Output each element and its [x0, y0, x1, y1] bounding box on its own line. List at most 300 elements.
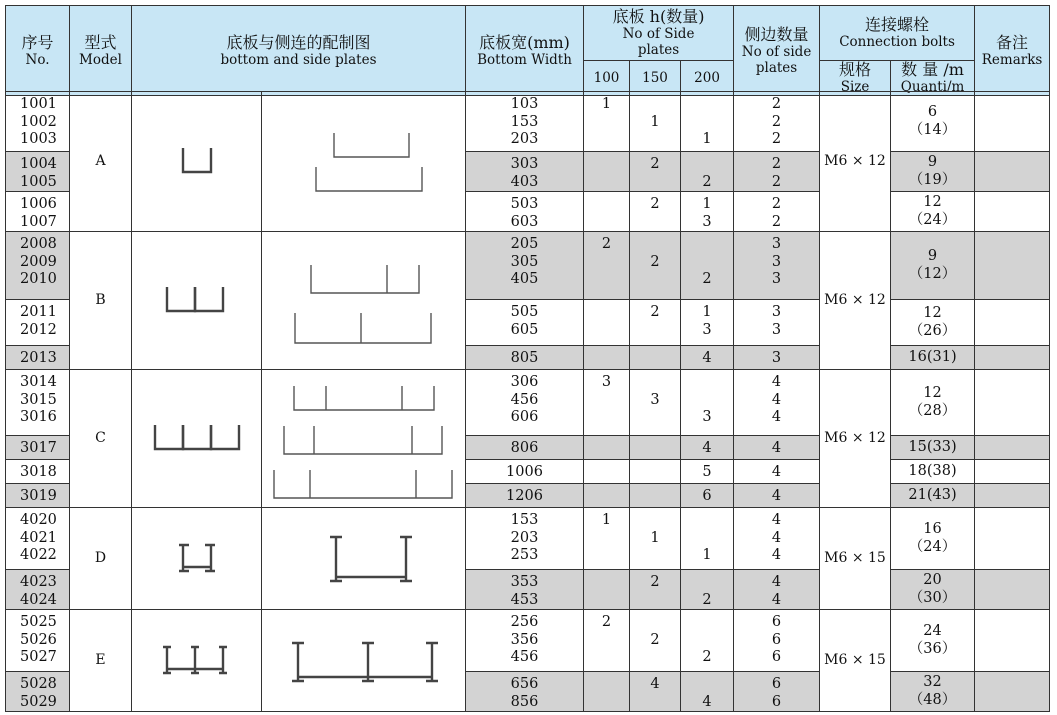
bottom-width: [466, 672, 584, 712]
qty-value: （26）: [908, 322, 957, 339]
cell-line: 5028: [20, 676, 57, 692]
bolt-quantity: [891, 570, 975, 610]
cell-line: 606: [510, 409, 539, 425]
cell-line: 4022: [20, 547, 57, 563]
remarks-cell: [975, 300, 1050, 346]
bottom-width: [466, 570, 584, 610]
h100-cell: [584, 346, 630, 370]
cell-line: 303: [510, 156, 539, 172]
cell-line: 6: [771, 631, 782, 648]
cell-line: 806: [510, 440, 539, 456]
bottom-width: [466, 610, 584, 672]
qty-value: 9: [927, 248, 938, 264]
cell-line: 5026: [20, 631, 57, 648]
h100-cell: [584, 370, 630, 436]
small-diagram: [132, 610, 262, 712]
cell-line: 2: [771, 213, 782, 230]
header-no: 序号 No.: [6, 6, 70, 96]
spacer: [630, 374, 680, 392]
h150-value: 3: [650, 391, 660, 408]
cell-line: 4: [771, 374, 782, 390]
qty-value: 9: [927, 154, 938, 170]
spacer: [681, 530, 733, 548]
h200-value: 3: [702, 213, 712, 230]
qty-value: （28）: [908, 402, 957, 419]
cell-line: 2: [771, 96, 782, 112]
bottom-width: [466, 346, 584, 370]
h150-cell: [630, 672, 681, 712]
h200-value: 1: [702, 547, 712, 563]
bottom-width: [466, 92, 584, 152]
h200-cell: [681, 92, 734, 152]
small-diagram: [132, 92, 262, 232]
cell-line: 3: [771, 304, 782, 320]
model-label: D: [94, 549, 107, 566]
h200-cell: [681, 610, 734, 672]
cell-line: 2013: [20, 350, 57, 366]
h100-cell: [584, 152, 630, 192]
h150-value: 2: [650, 156, 660, 172]
qty-value: 12: [923, 305, 942, 321]
cell-line: 503: [510, 196, 539, 212]
cell-line: 5025: [20, 614, 57, 630]
cell-line: 203: [510, 131, 539, 147]
remarks-cell: [975, 436, 1050, 460]
h100-cell: [584, 436, 630, 460]
qty-value: （24）: [908, 211, 957, 228]
h100-cell: [584, 508, 630, 570]
cell-line: 3015: [20, 391, 57, 408]
row-ids: [6, 508, 70, 570]
side-count: [734, 192, 820, 232]
side-count: [734, 610, 820, 672]
h150-cell: [630, 610, 681, 672]
header-connection-bolts: 连接螺栓 Connection bolts: [820, 6, 975, 61]
row-ids: [6, 484, 70, 508]
side-count: [734, 436, 820, 460]
cell-line: 505: [510, 304, 539, 320]
qty-value: （48）: [908, 691, 957, 708]
qty-value: 12: [923, 385, 942, 401]
header-side-plates: 底板 h(数量) No of Side plates: [584, 6, 734, 61]
h200-value: 2: [702, 173, 712, 190]
bolt-quantity: [891, 152, 975, 192]
small-diagram: [132, 370, 262, 508]
cell-line: 1002: [20, 113, 57, 130]
cell-line: 1006: [20, 196, 57, 212]
cell-line: 203: [510, 529, 539, 546]
h200-cell: [681, 484, 734, 508]
h100-cell: [584, 484, 630, 508]
cell-line: 2011: [20, 304, 57, 320]
cell-line: 6: [771, 649, 782, 665]
spacer: [681, 96, 733, 114]
h150-cell: [630, 232, 681, 300]
cell-line: 656: [510, 676, 539, 692]
side-count: [734, 232, 820, 300]
spacer: [681, 114, 733, 132]
h200-value: 1: [702, 131, 712, 147]
h150-value: 4: [650, 676, 660, 692]
h200-value: 4: [702, 350, 712, 366]
qty-value: 24: [923, 623, 942, 639]
cell-line: 305: [510, 253, 539, 270]
bolt-quantity: [891, 346, 975, 370]
h200-cell: [681, 436, 734, 460]
bottom-width: [466, 484, 584, 508]
cell-line: 2: [771, 156, 782, 172]
cell-line: 3019: [20, 488, 57, 504]
header-h200: 200: [681, 61, 734, 96]
header-plates: 底板与侧连的配制图 bottom and side plates: [132, 6, 466, 96]
cell-line: 4: [771, 409, 782, 425]
remarks-cell: [975, 92, 1050, 152]
bolt-size: [820, 232, 891, 370]
cell-line: 4: [771, 391, 782, 408]
remarks-cell: [975, 152, 1050, 192]
header-remarks: 备注 Remarks: [975, 6, 1050, 96]
qty-value: 20: [923, 572, 942, 588]
spacer: [681, 632, 733, 650]
side-count: [734, 152, 820, 192]
h150-cell: [630, 192, 681, 232]
row-ids: [6, 192, 70, 232]
bolt-quantity: [891, 484, 975, 508]
spacer: [681, 574, 733, 592]
cell-line: 4: [771, 574, 782, 590]
cell-line: 4: [771, 440, 782, 456]
h150-cell: [630, 508, 681, 570]
qty-value: （14）: [908, 121, 957, 138]
model-cell: [70, 92, 132, 232]
cell-line: 2010: [20, 271, 57, 287]
header-quantity: 数 量 /m Quanti/m: [891, 61, 975, 96]
table-row: [6, 370, 1050, 436]
h200-value: 1: [702, 196, 712, 212]
bolt-size: [820, 508, 891, 610]
side-count: [734, 570, 820, 610]
cell-line: 3: [771, 271, 782, 287]
remarks-cell: [975, 232, 1050, 300]
bolt-size-label: M6 × 12: [824, 429, 886, 446]
h150-value: 2: [650, 574, 660, 590]
large-diagram: [262, 610, 466, 712]
cell-line: 1206: [506, 488, 543, 504]
h200-value: 2: [702, 649, 712, 665]
model-label: B: [95, 291, 106, 308]
qty-value: （19）: [908, 171, 957, 188]
cell-line: 456: [510, 649, 539, 665]
bottom-width: [466, 300, 584, 346]
bottom-width: [466, 460, 584, 484]
qty-value: 18(38): [908, 462, 957, 479]
h200-cell: [681, 152, 734, 192]
cell-line: 453: [510, 591, 539, 608]
bolt-quantity: [891, 508, 975, 570]
spacer: [681, 392, 733, 410]
cell-line: 4023: [20, 574, 57, 590]
header-model: 型式 Model: [70, 6, 132, 96]
bolt-quantity: [891, 370, 975, 436]
bottom-width: [466, 436, 584, 460]
spacer: [681, 236, 733, 254]
cell-line: 3017: [20, 440, 57, 456]
qty-value: （30）: [908, 589, 957, 606]
cell-line: 6: [771, 614, 782, 630]
model-label: E: [95, 651, 106, 668]
cell-line: 3018: [20, 464, 57, 480]
h150-cell: [630, 460, 681, 484]
cell-line: 1007: [20, 213, 57, 230]
h150-cell: [630, 484, 681, 508]
h150-value: 1: [650, 529, 660, 546]
cell-line: 306: [510, 374, 539, 390]
h100-value: 1: [601, 512, 612, 528]
cell-line: 3016: [20, 409, 57, 425]
table-row: [6, 508, 1050, 570]
cell-line: 4: [771, 591, 782, 608]
cell-line: 356: [510, 631, 539, 648]
bolt-quantity: [891, 92, 975, 152]
cell-line: 2009: [20, 253, 57, 270]
cell-line: 405: [510, 271, 539, 287]
cell-line: 4: [771, 547, 782, 563]
h100-cell: [584, 570, 630, 610]
h200-cell: [681, 460, 734, 484]
header-h150: 150: [630, 61, 681, 96]
cell-line: 3: [771, 236, 782, 252]
h150-cell: [630, 300, 681, 346]
h150-cell: [630, 370, 681, 436]
h200-cell: [681, 232, 734, 300]
large-diagram: [262, 370, 466, 508]
row-ids: [6, 92, 70, 152]
bolt-quantity: [891, 436, 975, 460]
cell-line: 353: [510, 574, 539, 590]
h200-cell: [681, 192, 734, 232]
qty-value: （24）: [908, 538, 957, 555]
model-label: A: [95, 152, 106, 169]
bolt-size-label: M6 × 12: [824, 291, 886, 308]
spacer: [630, 614, 680, 632]
remarks-cell: [975, 192, 1050, 232]
h150-cell: [630, 92, 681, 152]
spacer: [681, 374, 733, 392]
cell-line: 4: [771, 529, 782, 546]
remarks-cell: [975, 508, 1050, 570]
h150-value: 2: [650, 304, 660, 320]
bottom-width: [466, 232, 584, 300]
model-cell: [70, 508, 132, 610]
cell-line: 3: [771, 350, 782, 366]
cell-line: 2: [771, 196, 782, 212]
bolt-quantity: [891, 610, 975, 672]
h200-cell: [681, 672, 734, 712]
header-side-count: 侧边数量 No of side plates: [734, 6, 820, 96]
h150-value: 2: [650, 196, 660, 212]
spacer: [681, 614, 733, 632]
h200-value: 5: [702, 464, 712, 480]
h200-cell: [681, 508, 734, 570]
qty-value: 21(43): [908, 486, 957, 503]
bolt-size-label: M6 × 15: [824, 651, 886, 668]
cell-line: 6: [771, 693, 782, 710]
row-ids: [6, 570, 70, 610]
large-diagram: [262, 508, 466, 610]
header-size: 规格 Size: [820, 61, 891, 96]
row-ids: [6, 370, 70, 436]
cell-line: 4: [771, 512, 782, 528]
cell-line: 3014: [20, 374, 57, 390]
cell-line: 603: [510, 213, 539, 230]
cell-line: 6: [771, 676, 782, 692]
cell-line: 4: [771, 488, 782, 504]
row-ids: [6, 610, 70, 672]
cell-line: 4024: [20, 591, 57, 608]
qty-value: （12）: [908, 265, 957, 282]
cell-line: 605: [510, 321, 539, 338]
h100-value: 2: [601, 614, 612, 630]
small-diagram: [132, 508, 262, 610]
row-ids: [6, 300, 70, 346]
cell-line: 4020: [20, 512, 57, 528]
qty-value: 12: [923, 194, 942, 210]
cell-line: 456: [510, 391, 539, 408]
spacer: [681, 512, 733, 530]
specification-table: [5, 5, 1050, 96]
cell-line: 1005: [20, 173, 57, 190]
cell-line: 103: [510, 96, 539, 112]
h200-cell: [681, 570, 734, 610]
remarks-cell: [975, 484, 1050, 508]
h200-cell: [681, 346, 734, 370]
cell-line: 2012: [20, 321, 57, 338]
h150-value: 2: [650, 253, 660, 270]
cell-line: 1006: [506, 464, 543, 480]
bottom-width: [466, 192, 584, 232]
h100-cell: [584, 610, 630, 672]
model-label: C: [95, 429, 106, 446]
cell-line: 856: [510, 693, 539, 710]
cell-line: 253: [510, 547, 539, 563]
row-ids: [6, 672, 70, 712]
side-count: [734, 370, 820, 436]
bolt-quantity: [891, 460, 975, 484]
side-count: [734, 346, 820, 370]
qty-value: 32: [923, 674, 942, 690]
cell-line: 1004: [20, 156, 57, 172]
spacer: [630, 236, 680, 254]
qty-value: 15(33): [908, 438, 957, 455]
h150-cell: [630, 570, 681, 610]
h200-value: 3: [702, 321, 712, 338]
header-h100: 100: [584, 61, 630, 96]
cell-line: 4021: [20, 529, 57, 546]
h200-value: 3: [702, 409, 712, 425]
cell-line: 1001: [20, 96, 57, 112]
h200-cell: [681, 370, 734, 436]
remarks-cell: [975, 346, 1050, 370]
h150-cell: [630, 436, 681, 460]
remarks-cell: [975, 610, 1050, 672]
cell-line: 5027: [20, 649, 57, 665]
h100-cell: [584, 300, 630, 346]
h200-value: 4: [702, 693, 712, 710]
h100-value: 2: [601, 236, 612, 252]
h150-cell: [630, 152, 681, 192]
h100-cell: [584, 672, 630, 712]
qty-value: （36）: [908, 640, 957, 657]
row-ids: [6, 346, 70, 370]
h200-value: 1: [702, 304, 712, 320]
h100-cell: [584, 232, 630, 300]
h200-value: 4: [702, 440, 712, 456]
h100-value: 3: [601, 374, 612, 390]
small-diagram: [132, 232, 262, 370]
bottom-width: [466, 508, 584, 570]
cell-line: 3: [771, 321, 782, 338]
cell-line: 256: [510, 614, 539, 630]
bolt-quantity: [891, 300, 975, 346]
cell-line: 153: [510, 512, 539, 528]
side-count: [734, 484, 820, 508]
bolt-quantity: [891, 192, 975, 232]
h150-value: 1: [650, 113, 660, 130]
bolt-size: [820, 610, 891, 712]
h100-cell: [584, 460, 630, 484]
cell-line: 5029: [20, 693, 57, 710]
side-count: [734, 508, 820, 570]
bolt-quantity: [891, 672, 975, 712]
table-row: [6, 610, 1050, 672]
qty-value: 16(31): [908, 348, 957, 365]
h100-cell: [584, 192, 630, 232]
cell-line: 4: [771, 464, 782, 480]
qty-value: 16: [923, 521, 942, 537]
spacer: [630, 512, 680, 530]
row-ids: [6, 436, 70, 460]
model-cell: [70, 232, 132, 370]
side-count: [734, 300, 820, 346]
h150-value: 2: [650, 631, 660, 648]
remarks-cell: [975, 570, 1050, 610]
h200-cell: [681, 300, 734, 346]
cell-line: 403: [510, 173, 539, 190]
large-diagram: [262, 232, 466, 370]
remarks-cell: [975, 370, 1050, 436]
cell-line: 2: [771, 173, 782, 190]
h100-value: 1: [601, 96, 612, 112]
spacer: [681, 156, 733, 174]
bolt-size: [820, 92, 891, 232]
bolt-size: [820, 370, 891, 508]
large-diagram: [262, 92, 466, 232]
h100-cell: [584, 92, 630, 152]
row-ids: [6, 152, 70, 192]
cell-line: 1003: [20, 131, 57, 147]
cell-line: 3: [771, 253, 782, 270]
cell-line: 153: [510, 113, 539, 130]
table-row: [6, 232, 1050, 300]
spacer: [681, 254, 733, 272]
data-table: [5, 91, 1050, 712]
remarks-cell: [975, 672, 1050, 712]
qty-value: 6: [927, 104, 938, 120]
bolt-quantity: [891, 232, 975, 300]
bolt-size-label: M6 × 12: [824, 152, 886, 169]
remarks-cell: [975, 460, 1050, 484]
side-count: [734, 92, 820, 152]
